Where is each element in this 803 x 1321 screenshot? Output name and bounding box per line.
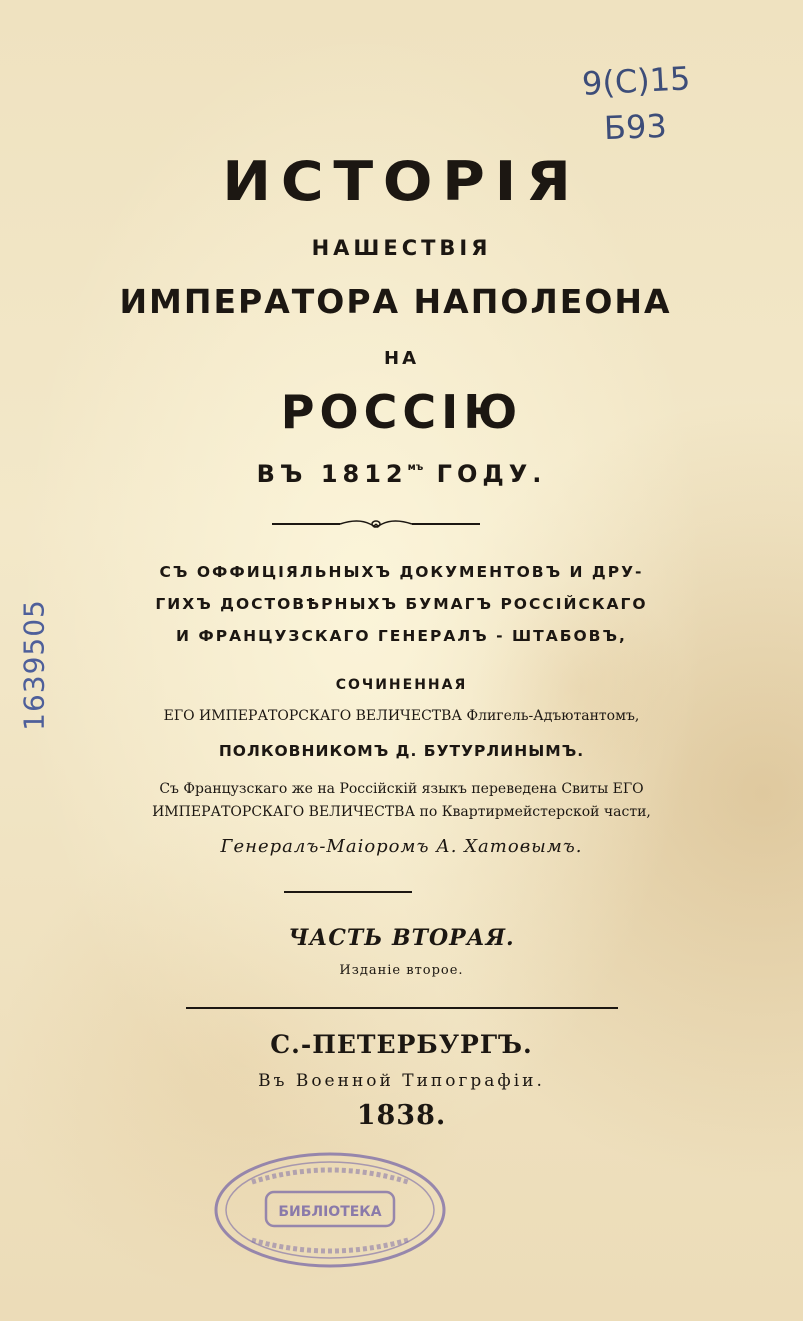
subtitle-on: НА: [384, 348, 419, 369]
subtitle-year: [0, 460, 803, 488]
translation-line: ИМПЕРАТОРСКАГО ВЕЛИЧЕСТВА по Квартирмейстерской части,: [152, 804, 651, 820]
printer-name: Въ Военной Типографіи.: [258, 1071, 545, 1091]
subtitle-invasion: НАШЕСТВІЯ: [311, 236, 492, 260]
shelfmark-top: 9(С)15: [581, 59, 692, 103]
edition-label: Изданіе второе.: [339, 963, 464, 978]
sources-block: [0, 556, 803, 652]
author-title: ЕГО ИМПЕРАТОРСКАГО ВЕЛИЧЕСТВА Флигель-Адъютантомъ,: [163, 708, 640, 724]
subtitle-russia: РОССІЮ: [280, 385, 523, 439]
part-label: ЧАСТЬ ВТОРАЯ.: [288, 925, 515, 951]
library-stamp: [212, 1150, 448, 1270]
year-rest: ГОДУ.: [423, 460, 547, 488]
sources-line: ГИХЪ ДОСТОВѢРНЫХЪ БУМАГЪ РОССІЙСКАГО: [155, 595, 648, 613]
sources-line: И ФРАНЦУЗСКАГО ГЕНЕРАЛЪ - ШТАБОВЪ,: [176, 627, 627, 645]
year-prefix: ВЪ 1812: [256, 460, 408, 488]
publication-city: С.-ПЕТЕРБУРГЪ.: [270, 1030, 533, 1059]
ornamental-rule-top: [270, 516, 482, 532]
author-name: ПОЛКОВНИКОМЪ Д. БУТУРЛИНЫМЪ.: [218, 742, 585, 760]
stamp-text: БИБЛІОТЕКА: [278, 1204, 382, 1220]
shelfmark-bottom: Б93: [603, 106, 668, 148]
translator-name: Генералъ-Маіоромъ А. Хатовымъ.: [220, 836, 583, 857]
publication-year: 1838.: [356, 1100, 447, 1131]
translation-note: [0, 778, 803, 824]
inventory-number-text: 1639505: [17, 599, 51, 731]
composed-label: СОЧИНЕННАЯ: [335, 677, 468, 693]
rule-middle: [284, 888, 412, 896]
book-title: ИСТОРІЯ: [222, 150, 581, 213]
rule-bottom: [186, 1004, 618, 1012]
subtitle-emperor: ИМПЕРАТОРА НАПОЛЕОНА: [119, 282, 672, 321]
sources-line: СЪ ОФФИЦІЯЛЬНЫХЪ ДОКУМЕНТОВЪ И ДРУ-: [159, 563, 644, 581]
year-suffix: мъ: [407, 462, 424, 473]
translation-line: Съ Французскаго же на Россійскій языкъ переведена Свиты ЕГО: [159, 781, 644, 797]
